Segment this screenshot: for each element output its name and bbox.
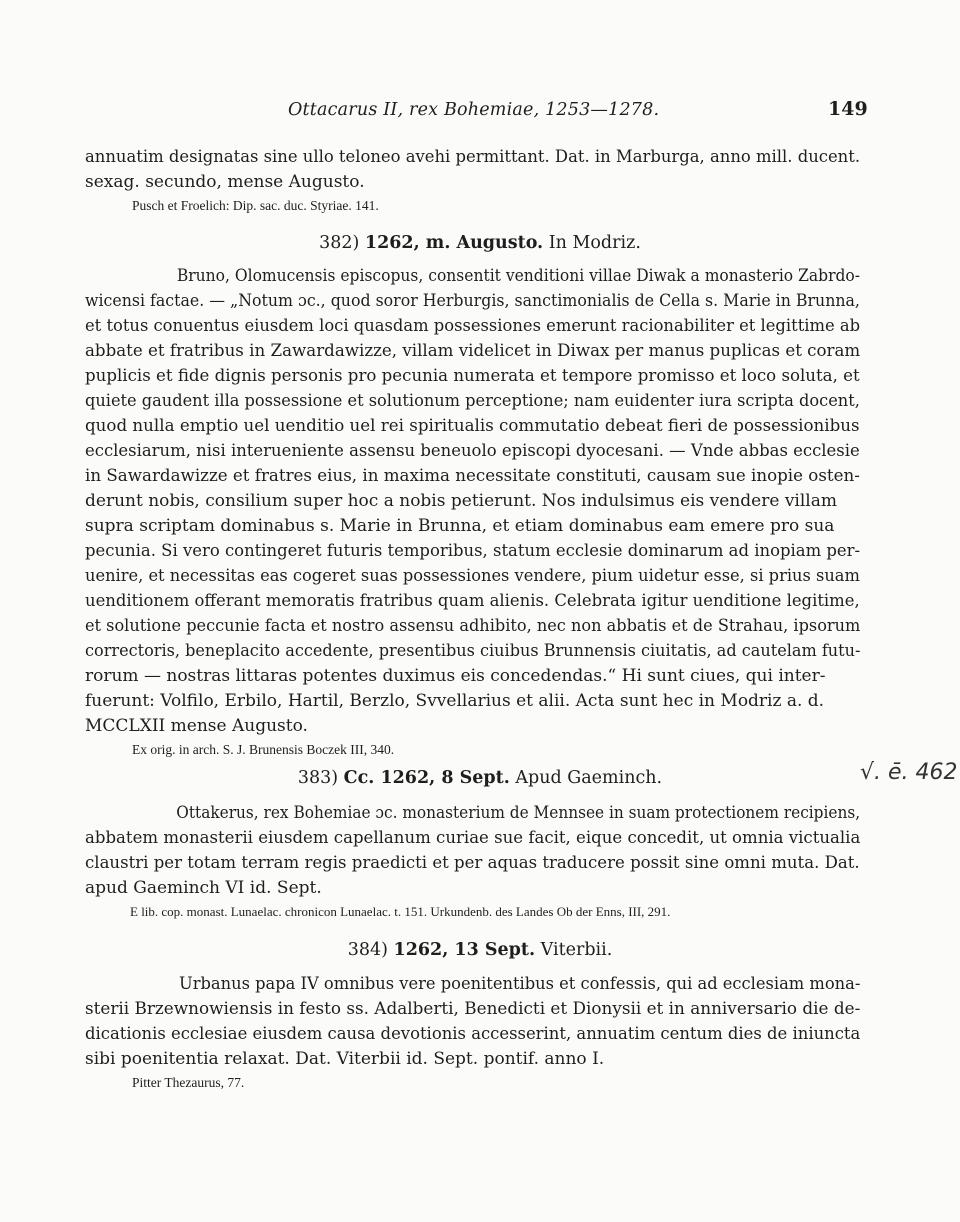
charter-384-body [85,972,860,1094]
charter-382-body [85,264,860,761]
charter-number: 384) [347,940,388,960]
charter-date: 1262, m. Augusto. [364,233,544,253]
charter-place: Viterbii. [540,940,613,960]
text-line: wicensi factae. — „Notum ɔc., quod soror Herburgis, sanctimonialis de Cella s. Marie in Brunna, [85,291,860,311]
charter-381-tail [85,145,860,217]
text-line: Ottakerus, rex Bohemiae ɔc. monasterium de Mennsee in suam protectionem recipiens, [176,803,861,823]
charter-place: Apud Gaeminch. [515,768,663,788]
text-line: correctoris, beneplacito accedente, presentibus ciuibus Brunnensis ciuitatis, ad cautelam futu- [85,641,861,661]
charter-383-body [85,801,860,923]
text-line: supra scriptam dominabus s. Marie in Brunna, et etiam dominabus eam emere pro sua [85,516,835,536]
text-line: et solutione peccunie facta et nostro assensu adhibito, nec non abbatis et de Strahau, ipsorum [85,616,861,636]
text-line: et totus conuentus eiusdem loci quasdam possessiones emerunt racionabiliter et legittime ab [85,316,861,336]
text-line: derunt nobis, consilium super hoc a nobis petierunt. Nos indulsimus eis vendere villam [85,491,838,511]
text-line: apud Gaeminch VI id. Sept. [85,878,322,898]
text-line: abbatem monasterii eiusdem capellanum curiae sue facit, eique concedit, ut omnia victualia [85,828,861,848]
text-line: rorum — nostras littaras potentes duximus eis concedendas.“ Hi sunt ciues, qui inter- [85,666,826,686]
text-line: quiete gaudent illa possessione et solutionum perceptione; nam euidenter iura scripta docent, [85,391,860,411]
text-line: puplicis et fide dignis personis pro pecunia numerata et tempore promisso et loco soluta, et [85,366,860,386]
page-number: 149 [828,98,868,120]
handwritten-margin-note: √. ē. 462 [860,760,958,785]
text-line: abbate et fratribus in Zawardawizze, villam videlicet in Diwax per manus puplicas et coram [85,341,861,361]
source-note: E lib. cop. monast. Lunaelac. chronicon Lunaelac. t. 151. Urkundenb. des Landes Ob der Enns, III, 291. [130,904,671,919]
source-note: Pitter Thezaurus, 77. [132,1075,245,1090]
charter-number: 382) [319,233,360,253]
charter-382-heading [0,233,960,253]
text-line: sexag. secundo, mense Augusto. [85,172,365,192]
text-line: claustri per totam terram regis praedicti et per aquas traducere possit sine omni muta. Dat. [85,853,860,873]
charter-number: 383) [297,768,339,788]
source-note: Ex orig. in arch. S. J. Brunensis Boczek III, 340. [132,742,395,757]
text-line: in Sawardawizze et fratres eius, in maxima necessitate constituti, causam sue inopie osten- [85,466,860,486]
text-line: sibi poenitentia relaxat. Dat. Viterbii id. Sept. pontif. anno I. [85,1049,605,1069]
charter-383-heading [0,768,960,788]
text-line: uenditionem offerant memoratis fratribus quam alienis. Celebrata igitur uenditione legitime, [85,591,860,611]
text-line: ecclesiarum, nisi interueniente assensu beneuolo episcopi dyocesani. — Vnde abbas ecclesie [85,441,860,461]
text-line: annuatim designatas sine ullo teloneo avehi permittant. Dat. in Marburga, anno mill. ducent. [85,147,861,167]
text-line: pecunia. Si vero contingeret futuris temporibus, statum ecclesie dominarum ad inopiam per- [85,541,861,561]
text-line: Urbanus papa IV omnibus vere poenitentibus et confessis, qui ad ecclesiam mona- [178,974,861,994]
text-line: Bruno, Olomucensis episcopus, consentit venditioni villae Diwak a monasterio Zabrdo- [176,266,861,286]
text-line: quod nulla emptio uel uenditio uel rei spiritualis commutatio debeat fieri de possessionibus [85,416,860,436]
running-title: Ottacarus II, rex Bohemiae, 1253—1278. [288,100,660,120]
charter-384-heading [0,940,960,960]
charter-date: 1262, 13 Sept. [393,940,536,960]
text-line: MCCLXII mense Augusto. [85,716,308,736]
text-line: fuerunt: Volfilo, Erbilo, Hartil, Berzlo, Svvellarius et alii. Acta sunt hec in Modriz a. d. [85,691,825,711]
charter-date: Cc. 1262, 8 Sept. [343,768,510,788]
text-line: dicationis ecclesiae eiusdem causa devotionis accesserint, annuatim centum dies de iniuncta [85,1024,861,1044]
source-note: Pusch et Froelich: Dip. sac. duc. Styriae. 141. [132,198,379,213]
text-line: sterii Brzewnowiensis in festo ss. Adalberti, Benedicti et Dionysii et in anniversario die de- [85,999,861,1019]
charter-place: In Modriz. [548,233,641,253]
text-line: uenire, et necessitas eas cogeret suas possessiones vendere, pium uidetur esse, si prius suam [85,566,860,586]
